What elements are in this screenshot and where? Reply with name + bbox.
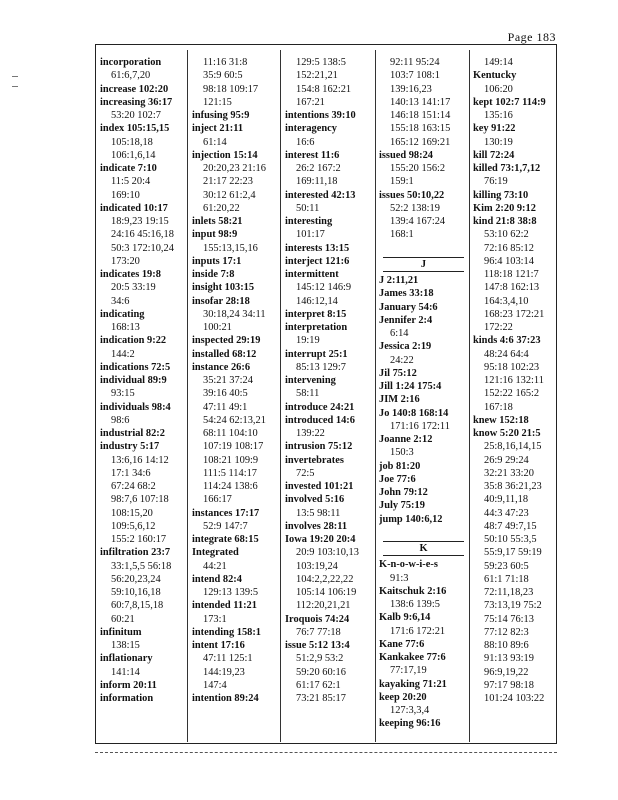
index-page-ref: 112:20,21,21 (296, 600, 351, 612)
index-page-ref: 35:21 37:24 (203, 375, 253, 386)
index-page-ref: 20:20,23 21:16 (203, 163, 266, 174)
index-term: interesting (285, 216, 333, 227)
index-page-ref: 19:19 (296, 335, 320, 347)
index-term: inflationary (100, 653, 153, 665)
index-page-ref: 173:1 (203, 613, 227, 625)
index-page-ref: 104:2,2,22,22 (296, 573, 354, 585)
index-term: industrial 82:2 (100, 428, 165, 439)
index-term: intermittent (285, 269, 339, 280)
index-page-ref: 20:9 103:10,13 (296, 547, 359, 559)
index-page-ref: 167:21 (296, 96, 325, 108)
index-page-ref: 165:12 169:21 (390, 136, 451, 148)
index-term: killed 73:1,7,12 (473, 163, 541, 174)
index-term: Iroquois 74:24 (285, 613, 350, 625)
index-column-3 (285, 56, 374, 740)
index-term: intending 158:1 (192, 626, 261, 638)
index-page-ref: 67:24 68:2 (111, 481, 156, 492)
index-term: K-n-o-w-i-e-s (379, 559, 438, 571)
index-page-ref: 21:17 22:23 (203, 176, 253, 188)
column-divider (280, 50, 281, 742)
index-page-ref: 59:23 60:5 (484, 560, 529, 572)
index-page-ref: 51:2,9 53:2 (296, 653, 344, 665)
index-page-ref: 108:15,20 (111, 507, 153, 519)
letter-heading: K (383, 541, 464, 556)
index-term: kayaking 71:21 (379, 678, 447, 690)
index-page-ref: 96:4 103:14 (484, 255, 534, 267)
index-term: insofar 28:18 (192, 295, 250, 307)
index-term: Jil 75:12 (379, 367, 417, 379)
index-term: jump 140:6,12 (379, 513, 443, 525)
index-term: Kentucky (473, 70, 517, 82)
index-page-ref: 20:5 33:19 (111, 282, 156, 294)
index-column-1 (100, 56, 186, 740)
index-page-ref: 118:18 121:7 (484, 269, 539, 280)
index-term: intended 11:21 (192, 600, 257, 612)
index-term: Kaitschuk 2:16 (379, 585, 447, 597)
index-page-ref: 169:11,18 (296, 176, 338, 188)
index-page-ref: 146:12,14 (296, 295, 338, 307)
index-term: interested 42:13 (285, 189, 356, 201)
index-term: intrusion 75:12 (285, 441, 353, 453)
index-page-ref: 129:13 139:5 (203, 587, 259, 598)
index-page-ref: 141:14 (111, 666, 140, 678)
index-term: insight 103:15 (192, 282, 255, 294)
index-page-ref: 77:12 82:3 (484, 626, 529, 638)
index-page-ref: 101:24 103:22 (484, 693, 545, 704)
index-page-ref: 93:15 (111, 388, 135, 400)
index-page-ref: 106:20 (484, 83, 513, 95)
index-term: interests 13:15 (285, 242, 350, 254)
index-page-ref: 155:18 163:15 (390, 123, 451, 135)
index-term: introduce 24:21 (285, 401, 355, 413)
index-term: issues 50:10,22 (379, 189, 445, 201)
index-page-ref: 18:9,23 19:15 (111, 216, 169, 227)
index-term: integrate 68:15 (192, 534, 259, 545)
index-page-ref: 121:16 132:11 (484, 375, 544, 386)
index-page-ref: 108:21 109:9 (203, 454, 259, 466)
index-term: inspected 29:19 (192, 335, 261, 347)
index-term: indication 9:22 (100, 335, 167, 347)
index-term: keeping 96:16 (379, 718, 441, 730)
index-term: kill 72:24 (473, 149, 515, 161)
index-term: Kim 2:20 9:12 (473, 202, 536, 214)
index-page-ref: 159:1 (390, 176, 414, 188)
index-term: input 98:9 (192, 229, 238, 241)
index-term: kinds 4:6 37:23 (473, 335, 541, 347)
index-term: Kankakee 77:6 (379, 652, 446, 663)
index-page-ref: 106:1,6,14 (111, 149, 156, 161)
index-term: Jill 1:24 175:4 (379, 381, 442, 392)
index-page-ref: 164:3,4,10 (484, 295, 529, 307)
index-term: John 79:12 (379, 487, 428, 498)
index-term: increase 102:20 (100, 83, 169, 95)
index-term: infusing 95:9 (192, 110, 250, 121)
index-term: intent 17:16 (192, 640, 245, 651)
index-column-5 (473, 56, 557, 740)
index-term: inputs 17:1 (192, 255, 242, 267)
index-term: industry 5:17 (100, 441, 160, 453)
index-page-ref: 149:14 (484, 57, 513, 68)
index-page-ref: 127:3,3,4 (390, 705, 430, 716)
index-term: injection 15:14 (192, 149, 258, 161)
index-page-ref: 75:14 76:13 (484, 613, 534, 625)
index-page-ref: 50:11 (296, 202, 320, 214)
index-page-ref: 68:11 104:10 (203, 428, 258, 439)
index-page-ref: 11:5 20:4 (111, 176, 151, 188)
index-page-ref: 138:15 (111, 640, 140, 651)
index-term: key 91:22 (473, 123, 516, 135)
index-term: July 75:19 (379, 500, 425, 512)
index-page-ref: 147:4 (203, 679, 227, 691)
index-page-ref: 61:17 62:1 (296, 679, 341, 691)
index-term: James 33:18 (379, 288, 434, 300)
index-term: infinitum (100, 626, 142, 638)
index-page-ref: 101:17 (296, 229, 325, 241)
index-page-ref: 58:11 (296, 388, 320, 400)
index-page-ref: 73:13,19 75:2 (484, 600, 542, 612)
index-page-ref: 171:16 172:11 (390, 420, 450, 432)
index-term: issued 98:24 (379, 149, 433, 161)
index-page-ref: 35:8 36:21,23 (484, 481, 542, 492)
column-divider (469, 50, 470, 742)
index-page-ref: 11:16 31:8 (203, 57, 248, 68)
index-term: individuals 98:4 (100, 401, 171, 413)
index-term: Integrated (192, 547, 239, 559)
scan-tick (12, 76, 18, 77)
index-page-ref: 155:2 160:17 (111, 534, 167, 545)
index-page-ref: 44:3 47:23 (484, 507, 529, 519)
index-page-ref: 72:5 (296, 467, 315, 479)
index-page-ref: 53:20 102:7 (111, 110, 161, 121)
index-page-ref: 97:17 98:18 (484, 679, 534, 691)
column-divider (187, 50, 188, 742)
index-page-ref: 139:4 167:24 (390, 216, 446, 227)
index-term: index 105:15,15 (100, 123, 170, 135)
index-term: kept 102:7 114:9 (473, 96, 546, 108)
index-page-ref: 103:7 108:1 (390, 70, 440, 82)
index-page-ref: 144:19,23 (203, 666, 245, 678)
index-term: intentions 39:10 (285, 110, 356, 121)
index-page-ref: 61:20,22 (203, 202, 240, 214)
index-page-ref: 24:16 45:16,18 (111, 229, 174, 241)
index-page-ref: 26:9 29:24 (484, 454, 529, 466)
index-page-ref: 121:15 (203, 96, 232, 108)
index-page-ref: 26:2 167:2 (296, 163, 341, 174)
index-page-ref: 76:7 77:18 (296, 626, 341, 638)
index-page-ref: 152:22 165:2 (484, 388, 540, 400)
index-page-ref: 61:1 71:18 (484, 573, 529, 585)
index-term: involved 5:16 (285, 494, 345, 506)
index-term: indicating (100, 308, 145, 320)
index-term: introduced 14:6 (285, 414, 355, 426)
index-term: job 81:20 (379, 460, 421, 472)
spacer (379, 526, 468, 539)
index-page-ref: 33:1,5,5 56:18 (111, 560, 172, 572)
index-page-ref: 72:11,18,23 (484, 587, 534, 598)
index-page-ref: 17:1 34:6 (111, 467, 151, 479)
index-page-ref: 109:5,6,12 (111, 520, 156, 532)
index-page-ref: 48:24 64:4 (484, 348, 529, 360)
index-term: inlets 58:21 (192, 216, 243, 227)
index-page-ref: 103:19,24 (296, 560, 338, 572)
index-page-ref: 96:9,19,22 (484, 666, 529, 678)
index-term: information (100, 693, 154, 704)
index-page-ref: 172:22 (484, 322, 513, 333)
index-term: indicated 10:17 (100, 202, 168, 214)
index-page-ref: 88:10 89:6 (484, 640, 529, 651)
index-term: J 2:11,21 (379, 275, 419, 286)
index-page-ref: 39:16 40:5 (203, 388, 248, 400)
index-page-ref: 98:7,6 107:18 (111, 494, 169, 506)
index-term: Joe 77:6 (379, 473, 416, 485)
index-page-ref: 111:5 114:17 (203, 467, 257, 479)
index-page-ref: 173:20 (111, 255, 140, 267)
index-page-ref: 77:17,19 (390, 665, 427, 677)
index-term: keep 20:20 (379, 691, 427, 703)
index-page-ref: 50:3 172:10,24 (111, 242, 174, 254)
index-page-ref: 155:20 156:2 (390, 163, 446, 174)
index-page-ref: 59:20 60:16 (296, 666, 346, 678)
index-page-ref: 44:21 (203, 560, 227, 572)
index-page-ref: 13:5 98:11 (296, 507, 341, 519)
index-term: JIM 2:16 (379, 394, 420, 406)
index-term: instances 17:17 (192, 507, 260, 519)
index-page-ref: 35:9 60:5 (203, 70, 243, 82)
index-page-ref: 138:6 139:5 (390, 599, 440, 610)
index-term: issue 5:12 13:4 (285, 640, 350, 651)
index-page-ref: 155:13,15,16 (203, 242, 258, 254)
index-page-ref: 6:14 (390, 328, 409, 339)
index-page-ref: 152:21,21 (296, 70, 338, 82)
index-page-ref: 48:7 49:7,15 (484, 520, 537, 532)
index-term: indications 72:5 (100, 361, 171, 373)
index-page-ref: 52:9 147:7 (203, 520, 248, 532)
index-term: Jessica 2:19 (379, 341, 432, 353)
index-page-ref: 52:2 138:19 (390, 202, 440, 214)
page-label: Page 183 (507, 30, 556, 44)
index-page-ref: 166:17 (203, 494, 232, 506)
index-page-ref: 91:13 93:19 (484, 653, 534, 665)
index-page-ref: 169:10 (111, 189, 140, 201)
index-term: invested 101:21 (285, 481, 354, 492)
index-page-ref: 139:22 (296, 428, 325, 439)
index-page-ref: 47:11 49:1 (203, 401, 248, 413)
index-page-ref: 168:1 (390, 229, 414, 241)
index-page-ref: 54:24 62:13,21 (203, 414, 266, 426)
index-page-ref: 154:8 162:21 (296, 83, 352, 95)
index-term: Jo 140:8 168:14 (379, 407, 449, 419)
index-column-4 (379, 56, 468, 740)
index-term: interagency (285, 123, 337, 135)
index-page-ref: 76:19 (484, 176, 508, 188)
index-page-ref: 100:21 (203, 322, 232, 333)
index-page-ref: 61:6,7,20 (111, 70, 151, 82)
index-page-ref: 59:10,16,18 (111, 587, 161, 598)
index-term: Joanne 2:12 (379, 434, 433, 445)
index-term: interject 121:6 (285, 255, 350, 267)
index-term: Kane 77:6 (379, 638, 425, 650)
index-term: instance 26:6 (192, 361, 251, 373)
index-term: inside 7:8 (192, 269, 235, 280)
index-term: inject 21:11 (192, 123, 244, 135)
index-page-ref: 47:11 125:1 (203, 653, 253, 665)
letter-heading: J (383, 257, 464, 272)
index-term: kind 21:8 38:8 (473, 216, 537, 227)
index-page-ref: 140:13 141:17 (390, 96, 451, 108)
index-page-ref: 13:6,16 14:12 (111, 454, 169, 466)
index-term: incorporation (100, 57, 162, 68)
frame-bottom-rule (95, 752, 557, 753)
index-page-ref: 85:13 129:7 (296, 361, 346, 373)
index-term: indicate 7:10 (100, 163, 157, 174)
index-page-ref: 55:9,17 59:19 (484, 547, 542, 559)
index-page-ref: 72:16 85:12 (484, 242, 534, 254)
index-term: invertebrates (285, 454, 344, 466)
index-page-ref: 73:21 85:17 (296, 693, 346, 704)
index-term: inform 20:11 (100, 679, 157, 691)
index-page-ref: 98:18 109:17 (203, 83, 259, 95)
index-page-ref: 105:18,18 (111, 136, 153, 148)
index-page-ref: 24:22 (390, 354, 414, 366)
index-term: Iowa 19:20 20:4 (285, 534, 356, 545)
index-term: intention 89:24 (192, 693, 259, 704)
index-page-ref: 171:6 172:21 (390, 625, 446, 637)
index-term: individual 89:9 (100, 375, 167, 386)
index-page-ref: 147:8 162:13 (484, 282, 540, 294)
spacer (379, 242, 468, 255)
index-term: installed 68:12 (192, 348, 257, 360)
index-term: January 54:6 (379, 301, 438, 313)
index-page-ref: 30:18,24 34:11 (203, 308, 266, 320)
index-term: Kalb 9:6,14 (379, 612, 431, 624)
index-term: involves 28:11 (285, 520, 348, 532)
index-page-ref: 146:18 151:14 (390, 110, 451, 121)
index-page-ref: 32:21 33:20 (484, 467, 534, 479)
index-page-ref: 40:9,11,18 (484, 494, 529, 506)
index-term: indicates 19:8 (100, 269, 161, 280)
index-term: know 5:20 21:5 (473, 428, 541, 439)
index-term: interrupt 25:1 (285, 348, 348, 360)
index-term: interpretation (285, 322, 348, 333)
index-page-ref: 50:10 55:3,5 (484, 534, 537, 545)
scan-tick (12, 86, 18, 87)
index-term: knew 152:18 (473, 414, 529, 426)
index-page-ref: 145:12 146:9 (296, 282, 352, 294)
index-page-ref: 150:3 (390, 447, 414, 459)
index-term: interpret 8:15 (285, 308, 347, 320)
index-page-ref: 25:8,16,14,15 (484, 441, 542, 453)
index-column-2 (192, 56, 279, 740)
index-page-ref: 168:23 172:21 (484, 308, 545, 320)
index-page-ref: 16:6 (296, 136, 315, 148)
index-term: increasing 36:17 (100, 96, 173, 108)
index-page-ref: 129:5 138:5 (296, 57, 346, 68)
index-page-ref: 53:10 62:2 (484, 229, 529, 241)
index-page-ref: 92:11 95:24 (390, 57, 440, 68)
index-page-ref: 30:12 61:2,4 (203, 189, 256, 201)
index-page-ref: 167:18 (484, 401, 513, 413)
index-term: intervening (285, 375, 336, 386)
index-page-ref: 61:14 (203, 136, 227, 148)
index-page-ref: 60:21 (111, 613, 135, 625)
index-page-ref: 107:19 108:17 (203, 441, 264, 453)
index-page-ref: 114:24 138:6 (203, 481, 258, 492)
index-page-ref: 98:6 (111, 414, 130, 426)
index-term: intend 82:4 (192, 573, 242, 585)
index-page-ref: 60:7,8,15,18 (111, 600, 164, 612)
index-page-ref: 91:3 (390, 572, 409, 584)
index-page-ref: 95:18 102:23 (484, 361, 540, 373)
index-term: Jennifer 2:4 (379, 314, 433, 326)
index-page-ref: 105:14 106:19 (296, 587, 357, 598)
index-term: interest 11:6 (285, 149, 340, 161)
index-page-ref: 56:20,23,24 (111, 573, 161, 585)
index-page-ref: 168:13 (111, 322, 140, 333)
index-term: infiltration 23:7 (100, 547, 171, 559)
index-page-ref: 139:16,23 (390, 83, 432, 95)
index-page-ref: 135:16 (484, 110, 513, 121)
index-page-ref: 144:2 (111, 348, 135, 360)
index-page-ref: 34:6 (111, 295, 130, 307)
column-divider (375, 50, 376, 742)
index-term: killing 73:10 (473, 189, 529, 201)
index-page-ref: 130:19 (484, 136, 513, 148)
